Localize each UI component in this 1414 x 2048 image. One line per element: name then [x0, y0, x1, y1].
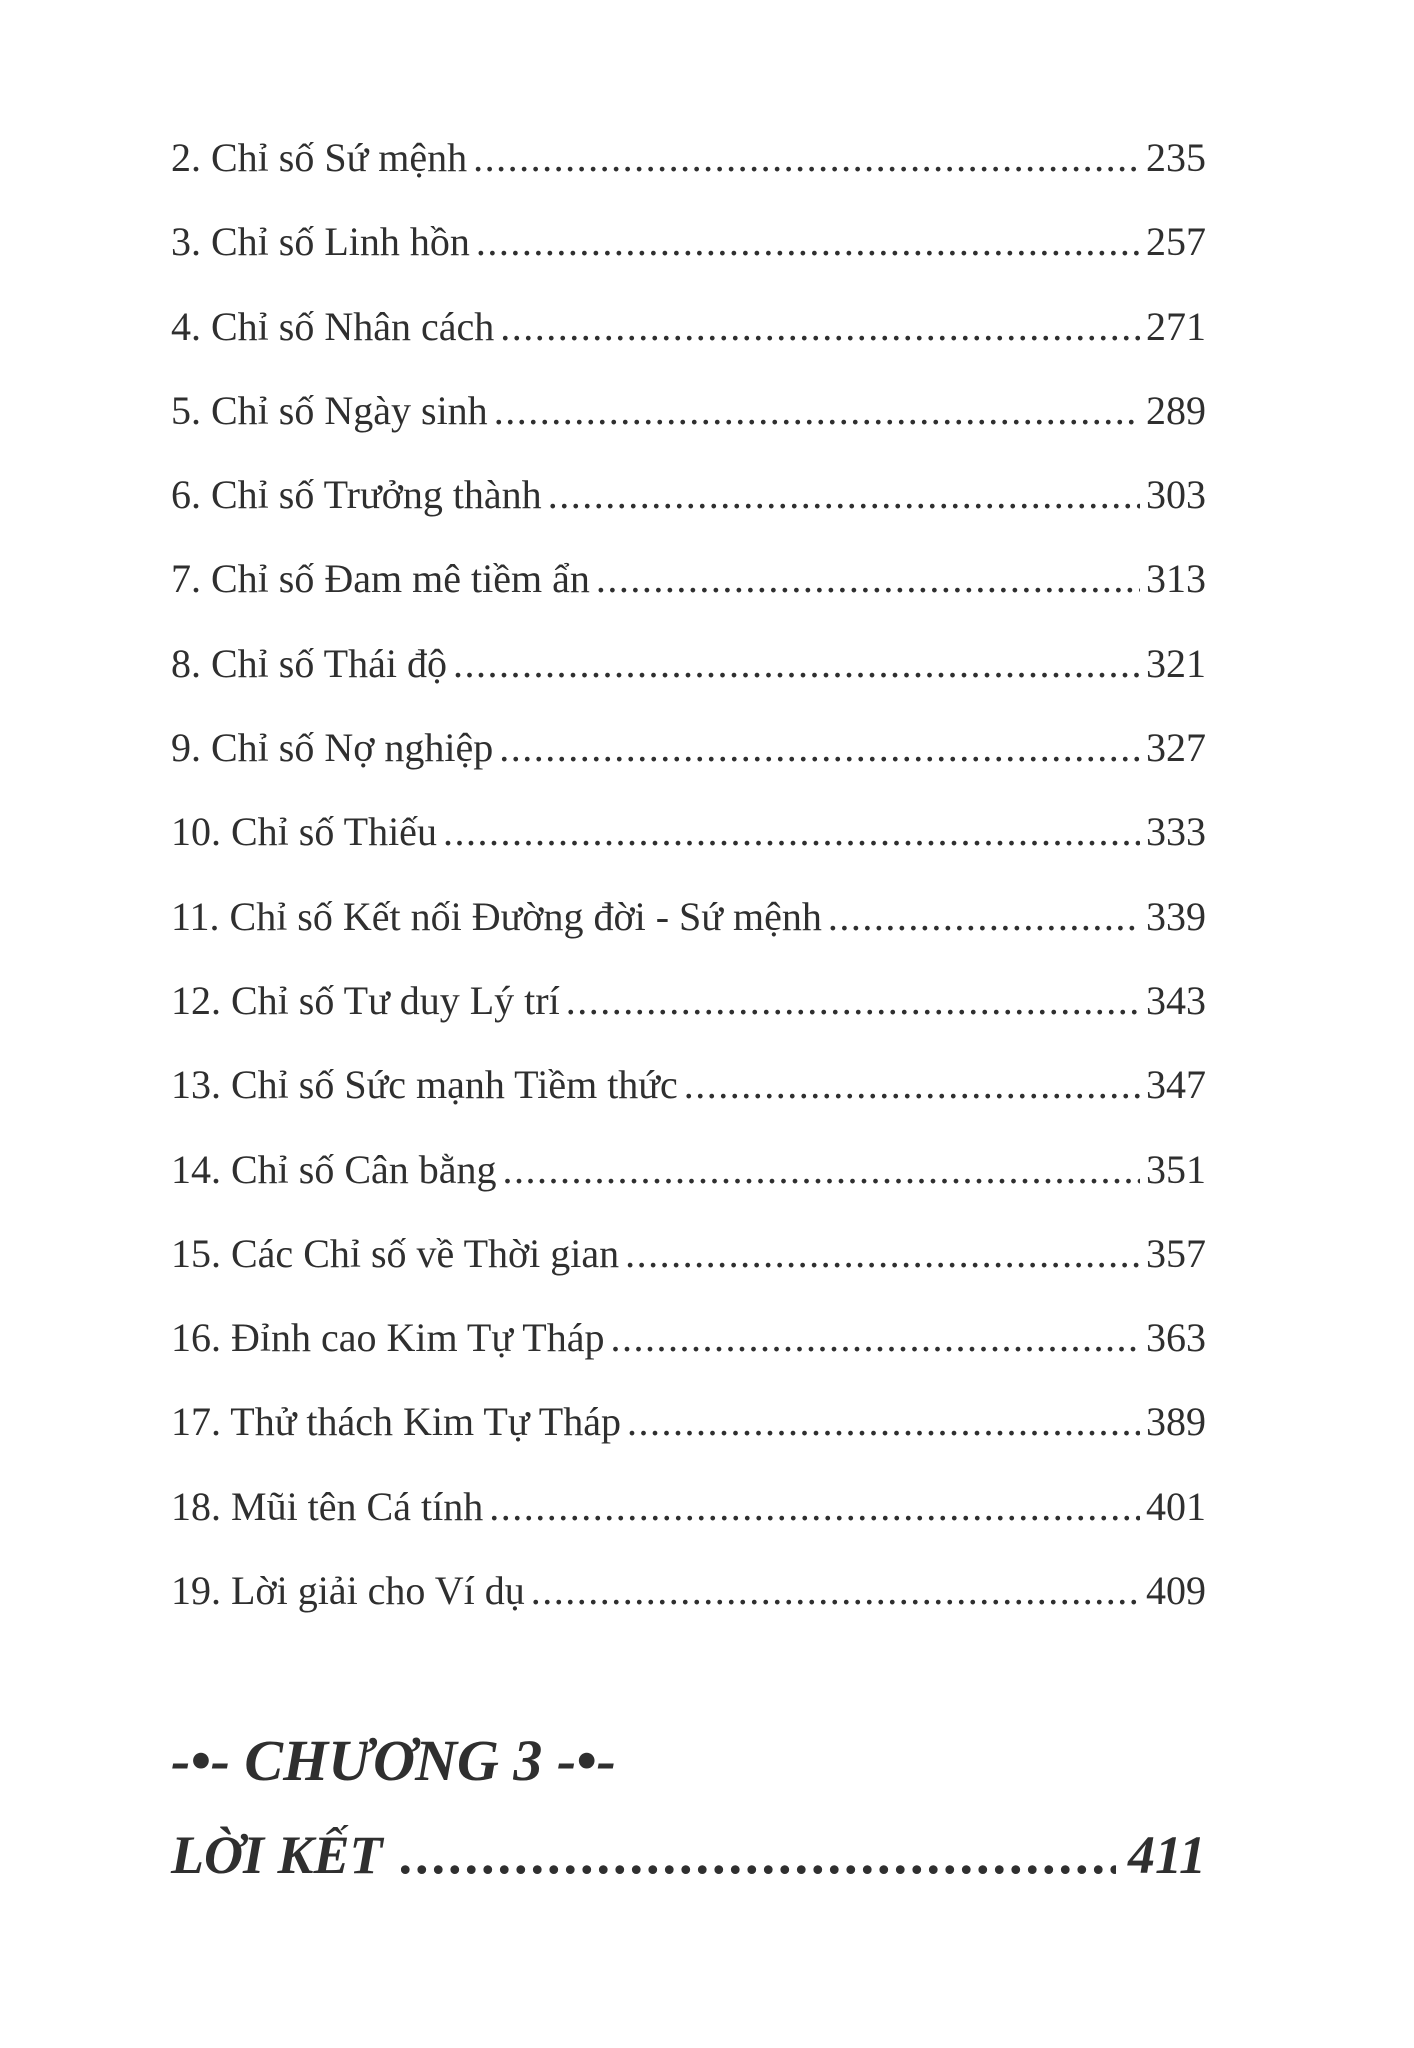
toc-entry-page: 235 — [1146, 135, 1206, 180]
toc-entry — [171, 725, 1206, 812]
toc-entry-page: 339 — [1146, 893, 1206, 939]
toc-entry — [171, 1399, 1206, 1486]
toc-entry — [171, 1230, 1206, 1318]
dot-leader — [453, 644, 1140, 684]
dot-leader — [503, 1150, 1140, 1190]
closing-entry-label: LỜI KẾT — [171, 1825, 383, 1885]
toc-entry — [171, 1568, 1206, 1655]
toc-entry — [171, 219, 1206, 306]
dot-leader — [401, 1828, 1116, 1882]
toc-entry-label: 7. Chỉ số Đam mê tiềm ẩn — [171, 556, 590, 602]
toc-entry-page: 409 — [1146, 1568, 1206, 1614]
toc-entry-page: 401 — [1146, 1483, 1206, 1529]
dot-leader — [489, 1487, 1140, 1527]
toc-entry-label: 10. Chỉ số Thiếu — [171, 809, 437, 855]
dot-leader — [627, 1402, 1140, 1442]
toc-entry-label: 8. Chỉ số Thái độ — [171, 640, 447, 686]
toc-entry-page: 289 — [1146, 387, 1206, 433]
dot-leader — [494, 391, 1140, 431]
toc-entry-label: 5. Chỉ số Ngày sinh — [171, 387, 488, 433]
toc-entry-page: 351 — [1146, 1146, 1206, 1192]
toc-entry-label: 13. Chỉ số Sức mạnh Tiềm thức — [171, 1062, 678, 1108]
toc-entry-label: 12. Chỉ số Tư duy Lý trí — [171, 977, 560, 1023]
toc-entry-label: 17. Thử thách Kim Tự Tháp — [171, 1399, 621, 1445]
toc-entry-label: 3. Chỉ số Linh hồn — [171, 219, 470, 265]
toc-entry-page: 389 — [1146, 1399, 1206, 1445]
toc-entry — [171, 303, 1206, 391]
toc-entry-label: 16. Đỉnh cao Kim Tự Tháp — [171, 1315, 605, 1361]
dot-leader — [566, 981, 1140, 1021]
toc-entry — [171, 1062, 1206, 1149]
dot-leader — [548, 475, 1140, 515]
toc-entry — [171, 135, 1206, 222]
toc-entry-label: 4. Chỉ số Nhân cách — [171, 303, 495, 349]
toc-entry-label: 2. Chỉ số Sứ mệnh — [171, 135, 468, 180]
toc-entry — [171, 387, 1206, 475]
toc-entry-page: 321 — [1146, 640, 1206, 686]
toc-entry-label: 18. Mũi tên Cá tính — [171, 1483, 484, 1529]
toc-entry-label: 6. Chỉ số Trưởng thành — [171, 472, 542, 518]
toc-entry-label: 11. Chỉ số Kết nối Đường đời - Sứ mệnh — [171, 893, 822, 939]
dot-leader — [610, 1318, 1140, 1358]
closing-entry-page: 411 — [1127, 1825, 1206, 1885]
toc-entry — [171, 1483, 1206, 1571]
closing-toc-entry — [171, 1825, 1206, 1885]
dot-leader — [625, 1234, 1140, 1274]
toc-entry-page: 271 — [1146, 303, 1206, 349]
toc-entry-page: 347 — [1146, 1062, 1206, 1108]
dot-leader — [531, 1571, 1140, 1611]
dot-leader — [684, 1065, 1140, 1105]
toc-entry-page: 327 — [1146, 725, 1206, 771]
toc-entry — [171, 809, 1206, 896]
toc-entry — [171, 1315, 1206, 1402]
dot-leader — [499, 728, 1140, 768]
chapter-heading: -•- CHƯƠNG 3 -•- — [171, 1728, 616, 1793]
dot-leader — [443, 812, 1140, 852]
toc-entry-page: 357 — [1146, 1230, 1206, 1276]
toc-entry-label: 19. Lời giải cho Ví dụ — [171, 1568, 525, 1614]
toc-entry — [171, 893, 1206, 981]
toc-entry-label: 14. Chỉ số Cân bằng — [171, 1146, 497, 1192]
toc-entry-page: 257 — [1146, 219, 1206, 265]
dot-leader — [596, 559, 1140, 599]
dot-leader — [500, 307, 1140, 347]
toc-entry-page: 333 — [1146, 809, 1206, 855]
toc-entry-label: 9. Chỉ số Nợ nghiệp — [171, 725, 494, 771]
toc-entry-page: 363 — [1146, 1315, 1206, 1361]
toc-entry-page: 313 — [1146, 556, 1206, 602]
dot-leader — [473, 138, 1140, 178]
toc-entry-page: 343 — [1146, 977, 1206, 1023]
toc-entry-label: 15. Các Chỉ số về Thời gian — [171, 1230, 620, 1276]
toc-entry — [171, 1146, 1206, 1234]
toc-entry-page: 303 — [1146, 472, 1206, 518]
toc-entry — [171, 472, 1206, 559]
toc-entry — [171, 977, 1206, 1065]
dot-leader — [828, 897, 1140, 937]
table-of-contents — [171, 135, 1206, 1655]
toc-entry — [171, 640, 1206, 728]
toc-entry — [171, 556, 1206, 643]
dot-leader — [476, 222, 1140, 262]
